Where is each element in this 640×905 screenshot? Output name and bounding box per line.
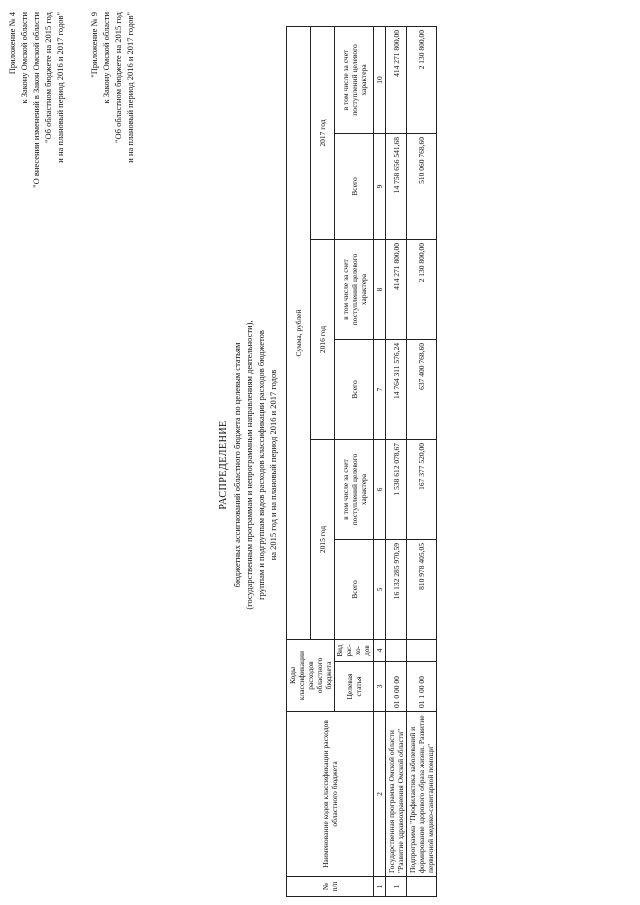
header-total-2017: Всего <box>335 134 374 240</box>
row-total-2015: 16 132 285 970,59 <box>386 540 407 640</box>
row-num: 1 <box>386 877 407 897</box>
row-total-2017: 510 060 768,60 <box>407 134 437 240</box>
header-target: Целевая статья <box>335 662 374 712</box>
col-number: 2 <box>374 712 386 877</box>
heading-line: группам и подгруппам видов расходов классификации расходов бюджетов <box>256 330 266 600</box>
row-name: Подпрограмма "Профилактика заболеваний и формирование здорового образа жизни. Развитие первичной медико-санитарной помощи" <box>407 712 437 877</box>
document-title: РАСПРЕДЕЛЕНИЕ <box>218 420 229 510</box>
col-number: 7 <box>374 340 386 440</box>
header-num: № п/п <box>287 877 374 897</box>
table-row <box>407 26 437 896</box>
col-number: 10 <box>374 26 386 133</box>
row-targeted-2015: 1 538 612 078,67 <box>386 440 407 540</box>
row-targeted-2017: 2 130 800,00 <box>407 26 437 133</box>
header-sum: Сумма, рублей <box>287 26 311 639</box>
header-year-2015: 2015 год <box>311 440 335 640</box>
row-kind <box>386 640 407 662</box>
header-name: Наименование кодов классификации расходов областного бюджета <box>287 712 374 877</box>
annex-original-header <box>88 12 136 163</box>
row-targeted-2017: 414 271 800,00 <box>386 26 407 133</box>
header-total-2016: Всего <box>335 340 374 440</box>
annex-line: "Об областном бюджете на 2015 год <box>43 12 53 143</box>
row-total-2016: 637 400 768,60 <box>407 340 437 440</box>
header-kind: Вид рас-хо-дов <box>335 640 374 662</box>
header-row <box>287 26 311 896</box>
row-targeted-2015: 167 377 520,00 <box>407 440 437 540</box>
header-codes: Коды классификации расходов областного бюджета <box>287 640 335 712</box>
row-target: 01 0 00 00 <box>386 662 407 712</box>
annex-line: "Приложение № 9 <box>89 12 99 78</box>
annex-line: к Закону Омской области <box>19 12 29 104</box>
header-targeted-2017: в том числе за счет поступлений целевого характера <box>335 26 374 133</box>
row-targeted-2016: 2 130 800,00 <box>407 240 437 340</box>
annex-line: Приложение № 4 <box>7 12 17 75</box>
header-year-2016: 2016 год <box>311 240 335 440</box>
heading-line: на 2015 год и на плановый период 2016 и 2017 годов <box>268 369 278 561</box>
document-heading <box>218 145 279 785</box>
col-number: 5 <box>374 540 386 640</box>
col-number: 6 <box>374 440 386 540</box>
row-total-2015: 810 978 405,05 <box>407 540 437 640</box>
row-total-2017: 14 758 656 541,68 <box>386 134 407 240</box>
col-number: 4 <box>374 640 386 662</box>
row-num <box>407 877 437 897</box>
column-number-row <box>374 26 386 896</box>
heading-line: (государственным программам и непрограммным направлениям деятельности), <box>244 320 254 610</box>
col-number: 8 <box>374 240 386 340</box>
header-total-2015: Всего <box>335 540 374 640</box>
annex-current-header <box>6 12 66 188</box>
row-total-2016: 14 764 311 576,24 <box>386 340 407 440</box>
heading-line: бюджетных ассигнований областного бюджета по целевым статьям <box>232 342 242 588</box>
row-name: Государственная программа Омской области "Развитие здравоохранения Омской области" <box>386 712 407 877</box>
budget-table <box>286 26 437 897</box>
header-targeted-2016: в том числе за счет поступлений целевого характера <box>335 240 374 340</box>
table-row <box>386 26 407 896</box>
annex-line: "Об областном бюджете на 2015 год <box>113 12 123 143</box>
header-targeted-2015: в том числе за счет поступлений целевого характера <box>335 440 374 540</box>
annex-line: к Закону Омской области <box>101 12 111 104</box>
row-targeted-2016: 414 271 800,00 <box>386 240 407 340</box>
header-year-2017: 2017 год <box>311 26 335 239</box>
row-kind <box>407 640 437 662</box>
annex-line: и на плановый период 2016 и 2017 годов" <box>55 12 65 163</box>
col-number: 3 <box>374 662 386 712</box>
annex-line: и на плановый период 2016 и 2017 годов" <box>125 12 135 163</box>
row-target: 01 1 00 00 <box>407 662 437 712</box>
col-number: 1 <box>374 877 386 897</box>
col-number: 9 <box>374 134 386 240</box>
annex-line: "О внесении изменений в Закон Омской области <box>31 12 41 188</box>
